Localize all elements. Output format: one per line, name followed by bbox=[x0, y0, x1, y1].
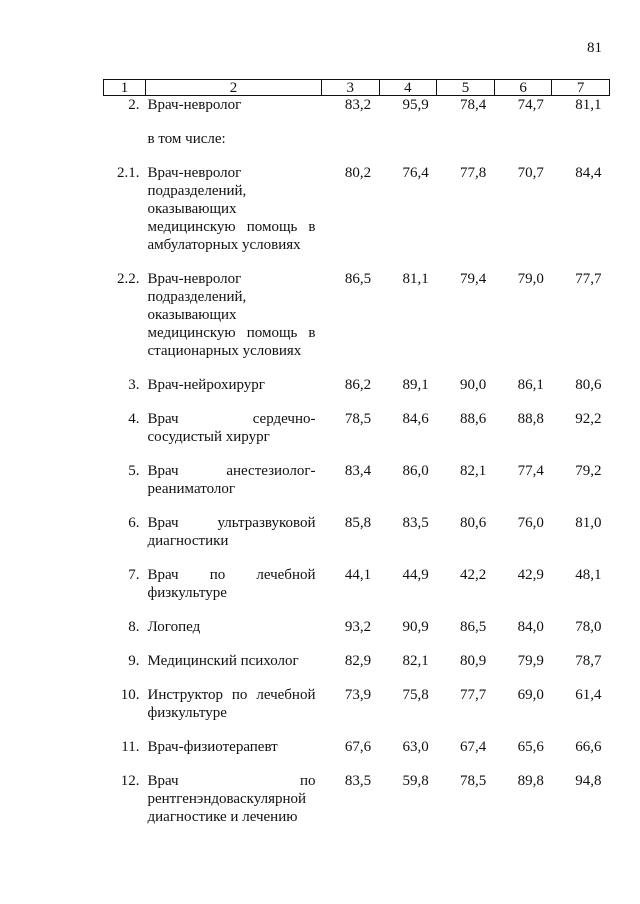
row-value: 86,5 bbox=[344, 271, 372, 287]
table-row bbox=[104, 618, 610, 652]
row-value: 73,9 bbox=[344, 687, 372, 703]
row-value: 79,2 bbox=[575, 463, 602, 479]
row-value: 77,7 bbox=[575, 271, 602, 287]
row-value: 59,8 bbox=[402, 773, 429, 789]
row-value: 66,6 bbox=[575, 739, 602, 755]
header-cell: 5 bbox=[437, 80, 495, 96]
row-value bbox=[379, 130, 437, 164]
row-value: 89,1 bbox=[402, 377, 429, 393]
row-name: Медицинский психолог bbox=[147, 653, 299, 669]
row-number: 4. bbox=[128, 411, 140, 427]
row-value: 61,4 bbox=[575, 687, 602, 703]
row-number: 9. bbox=[128, 653, 140, 669]
row-value: 94,8 bbox=[575, 773, 602, 789]
table-row bbox=[104, 164, 610, 270]
row-name: Врач-невролог подразделений, оказывающих медицинскую помощь в стационарных условиях bbox=[147, 271, 316, 359]
row-value: 48,1 bbox=[575, 567, 602, 583]
row-value: 78,5 bbox=[460, 773, 487, 789]
table-row bbox=[104, 652, 610, 686]
row-number: 7. bbox=[128, 567, 140, 583]
row-value: 44,1 bbox=[344, 567, 372, 583]
table-row bbox=[104, 462, 610, 514]
row-number: 6. bbox=[128, 515, 140, 531]
row-value: 76,0 bbox=[517, 515, 544, 531]
table-header-row bbox=[104, 80, 610, 96]
table-row bbox=[104, 738, 610, 772]
row-name: Инструктор по лечебной физкультуре bbox=[147, 687, 316, 721]
row-name: Врач-физиотерапевт bbox=[147, 739, 278, 755]
row-name: Врач-нейрохирург bbox=[147, 377, 265, 393]
row-value: 78,0 bbox=[575, 619, 602, 635]
row-name: Врач по рентгенэндоваскулярной диагностике и лечению bbox=[147, 773, 316, 825]
row-number bbox=[104, 130, 146, 164]
row-name: Врач сердечно-сосудистый хирург bbox=[147, 411, 316, 445]
row-number: 12. bbox=[120, 773, 140, 789]
row-value: 79,9 bbox=[517, 653, 544, 669]
row-value: 93,2 bbox=[344, 619, 372, 635]
row-value: 86,0 bbox=[402, 463, 429, 479]
row-value: 74,7 bbox=[517, 97, 544, 113]
row-value: 84,0 bbox=[517, 619, 544, 635]
row-value: 80,6 bbox=[460, 515, 487, 531]
row-value: 84,6 bbox=[402, 411, 429, 427]
row-value: 77,4 bbox=[517, 463, 544, 479]
row-value: 83,5 bbox=[344, 773, 372, 789]
row-value: 89,8 bbox=[517, 773, 544, 789]
header-cell: 1 bbox=[104, 80, 146, 96]
row-value: 82,1 bbox=[402, 653, 429, 669]
table-row bbox=[104, 376, 610, 410]
row-value: 83,5 bbox=[402, 515, 429, 531]
row-value: 82,9 bbox=[344, 653, 372, 669]
row-name: Врач-невролог подразделений, оказывающих медицинскую помощь в амбулаторных условиях bbox=[147, 165, 316, 253]
row-name: Логопед bbox=[147, 619, 201, 635]
row-number: 2.2. bbox=[117, 271, 140, 287]
row-number: 2. bbox=[128, 97, 140, 113]
row-name: Врач анестезиолог-реаниматолог bbox=[147, 463, 316, 497]
table-row bbox=[104, 270, 610, 376]
row-value: 81,1 bbox=[402, 271, 429, 287]
table-row bbox=[104, 772, 610, 842]
row-value: 77,8 bbox=[460, 165, 487, 181]
header-cell: 6 bbox=[494, 80, 552, 96]
row-value: 88,8 bbox=[517, 411, 544, 427]
row-value: 81,0 bbox=[575, 515, 602, 531]
row-value: 69,0 bbox=[517, 687, 544, 703]
row-value: 83,2 bbox=[344, 97, 372, 113]
table-row bbox=[104, 686, 610, 738]
row-value bbox=[322, 130, 380, 164]
row-value: 84,4 bbox=[575, 165, 602, 181]
row-number: 3. bbox=[128, 377, 140, 393]
row-value: 92,2 bbox=[575, 411, 602, 427]
header-cell: 7 bbox=[552, 80, 610, 96]
row-value: 67,6 bbox=[344, 739, 372, 755]
row-number: 8. bbox=[128, 619, 140, 635]
row-value: 82,1 bbox=[460, 463, 487, 479]
row-value: 80,9 bbox=[460, 653, 487, 669]
row-value: 88,6 bbox=[460, 411, 487, 427]
row-value: 63,0 bbox=[402, 739, 429, 755]
row-name: Врач-невролог bbox=[147, 97, 242, 113]
row-value: 86,2 bbox=[344, 377, 372, 393]
table-row bbox=[104, 410, 610, 462]
row-value: 79,0 bbox=[517, 271, 544, 287]
row-value: 42,2 bbox=[460, 567, 487, 583]
header-cell: 3 bbox=[322, 80, 380, 96]
row-value bbox=[494, 130, 552, 164]
row-value: 85,8 bbox=[344, 515, 372, 531]
header-cell: 2 bbox=[146, 80, 322, 96]
row-name: в том числе: bbox=[147, 131, 226, 147]
header-cell: 4 bbox=[379, 80, 437, 96]
row-value: 86,1 bbox=[517, 377, 544, 393]
row-value: 70,7 bbox=[517, 165, 544, 181]
row-value bbox=[437, 130, 495, 164]
row-value: 65,6 bbox=[517, 739, 544, 755]
row-number: 2.1. bbox=[117, 165, 140, 181]
row-value: 75,8 bbox=[402, 687, 429, 703]
table-row bbox=[104, 566, 610, 618]
table-row bbox=[104, 130, 610, 164]
row-value: 42,9 bbox=[517, 567, 544, 583]
row-number: 11. bbox=[121, 739, 140, 755]
row-value: 90,9 bbox=[402, 619, 429, 635]
row-value: 76,4 bbox=[402, 165, 429, 181]
row-value: 79,4 bbox=[460, 271, 487, 287]
row-value: 95,9 bbox=[402, 97, 429, 113]
row-value bbox=[552, 130, 610, 164]
row-value: 90,0 bbox=[460, 377, 487, 393]
table-row bbox=[104, 514, 610, 566]
table-row bbox=[104, 96, 610, 131]
row-value: 67,4 bbox=[460, 739, 487, 755]
data-table bbox=[103, 79, 610, 842]
row-value: 86,5 bbox=[460, 619, 487, 635]
row-name: Врач ультразвуковой диагностики bbox=[147, 515, 316, 549]
row-value: 78,4 bbox=[460, 97, 487, 113]
row-name: Врач по лечебной физкультуре bbox=[147, 567, 316, 601]
row-value: 78,7 bbox=[575, 653, 602, 669]
row-value: 83,4 bbox=[344, 463, 372, 479]
row-number: 5. bbox=[128, 463, 140, 479]
row-value: 80,2 bbox=[344, 165, 372, 181]
row-value: 78,5 bbox=[344, 411, 372, 427]
page-number: 81 bbox=[587, 40, 602, 56]
row-value: 80,6 bbox=[575, 377, 602, 393]
row-value: 77,7 bbox=[460, 687, 487, 703]
row-value: 81,1 bbox=[575, 97, 602, 113]
row-number: 10. bbox=[120, 687, 140, 703]
row-value: 44,9 bbox=[402, 567, 429, 583]
